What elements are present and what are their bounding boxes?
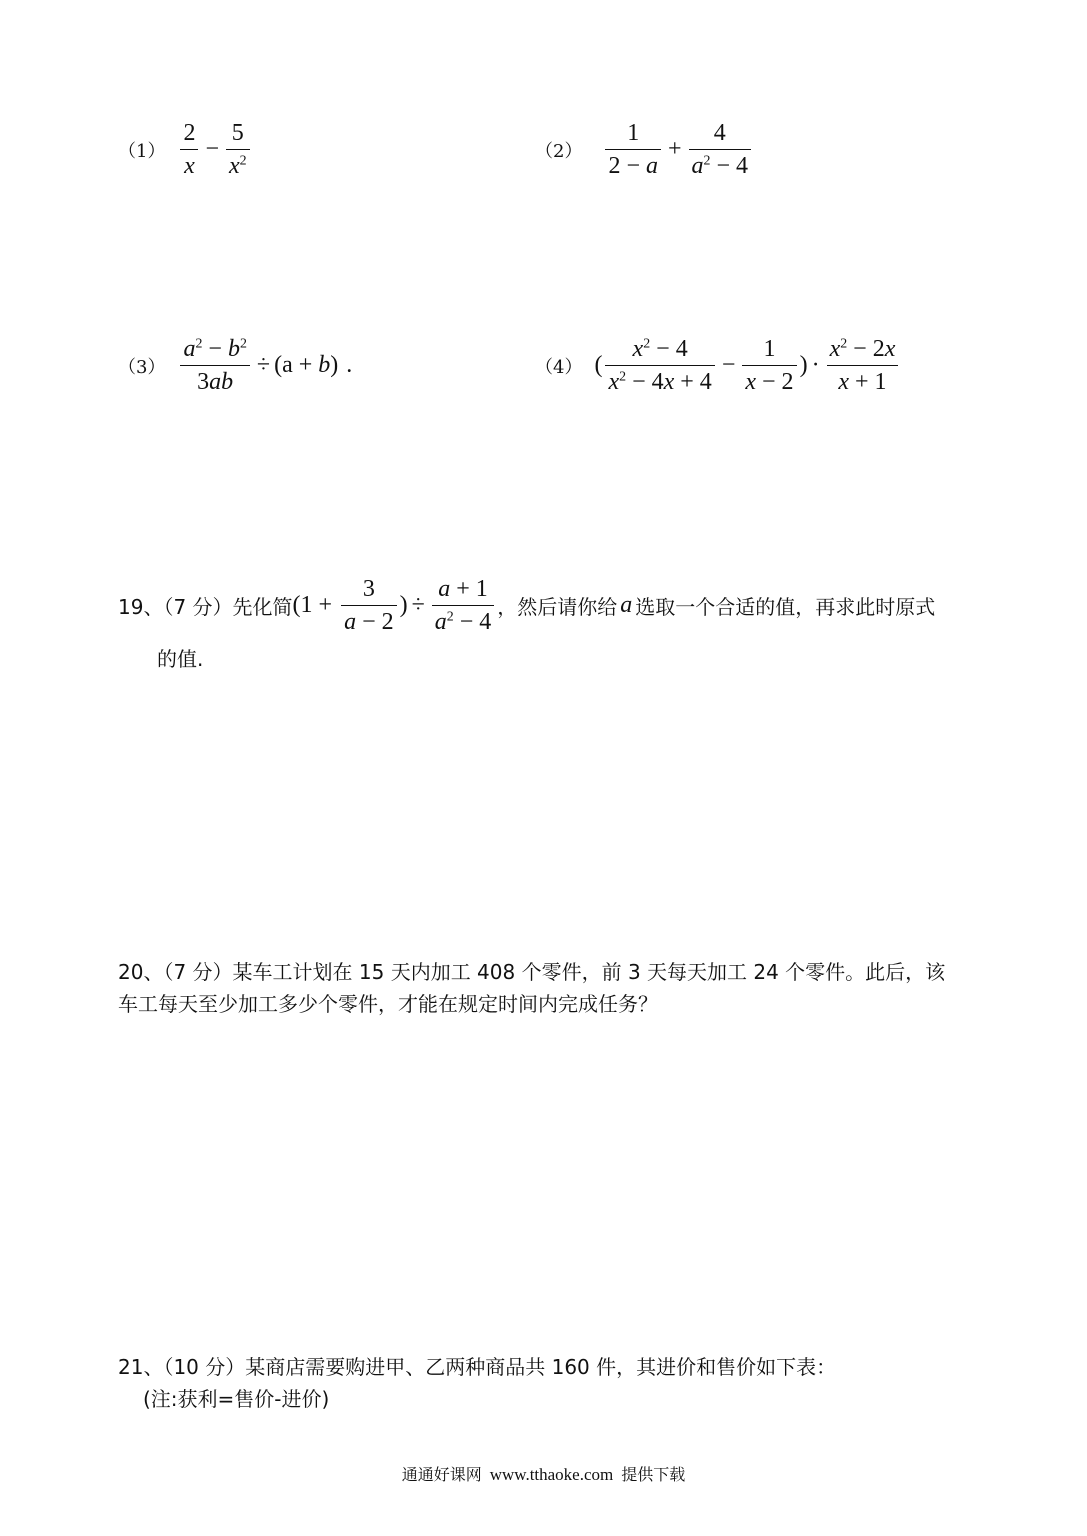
fraction — [742, 336, 796, 396]
fraction — [605, 120, 661, 180]
variable: a — [691, 153, 704, 180]
denominator — [689, 150, 752, 179]
dot-operator: · — [811, 352, 820, 379]
problem-18-4-expression — [594, 336, 901, 396]
exponent: 2 — [239, 336, 247, 352]
variable: x — [608, 369, 620, 396]
footer-site-name: 通通好课网 — [401, 1465, 482, 1484]
term: − — [202, 336, 228, 362]
question-19-lead: 19、（7 分）先化简 — [118, 595, 293, 620]
denominator — [226, 150, 250, 179]
footer — [0, 1462, 1087, 1485]
variable: a — [438, 576, 451, 602]
exponent: 2 — [643, 336, 651, 352]
term: + 1 — [849, 369, 887, 396]
term: − 4 — [650, 336, 688, 362]
question-19-expression — [293, 576, 498, 636]
fraction — [180, 120, 198, 180]
variable: a — [646, 153, 658, 180]
question-19-mid: ，然后请你给 — [497, 595, 618, 620]
fraction — [341, 576, 397, 636]
variable: x — [838, 369, 850, 396]
question-19-trail: 选取一个合适的值，再求此时原式 — [635, 595, 936, 620]
problem-18-3 — [118, 336, 352, 396]
problem-18-3-label: （3） — [118, 356, 166, 378]
denominator — [835, 366, 889, 395]
numerator — [180, 336, 249, 366]
open-paren: ( — [594, 352, 603, 379]
term: − 4 — [453, 609, 492, 636]
exponent: 2 — [619, 370, 627, 386]
term: 2 − — [608, 153, 646, 180]
numerator: 4 — [689, 120, 752, 150]
fraction — [180, 336, 249, 396]
footer-url: www.tthaoke.com — [489, 1465, 614, 1484]
term: 3 — [197, 369, 210, 396]
term: + 1 — [450, 576, 488, 602]
term: − 2 — [847, 336, 885, 362]
numerator: 1 — [742, 336, 796, 366]
problem-18-2-label: （2） — [535, 140, 583, 162]
exponent: 2 — [239, 154, 247, 170]
problem-18-2 — [535, 120, 754, 180]
question-20 — [118, 956, 988, 1020]
minus-operator: − — [205, 136, 219, 163]
problem-18-4 — [535, 336, 901, 396]
exponent: 2 — [446, 610, 454, 626]
problem-18-1-expression — [177, 120, 252, 180]
variable: x — [829, 336, 841, 362]
variable: x — [632, 336, 644, 362]
fraction — [827, 336, 899, 396]
close-paren: ) — [799, 352, 808, 379]
variable: ab — [209, 369, 234, 396]
problem-18-1-label: （1） — [118, 140, 166, 162]
numerator: 1 — [605, 120, 661, 150]
question-21-line-1: 21、（10 分）某商店需要购进甲、乙两种商品共 160 件，其进价和售价如下表： — [118, 1355, 837, 1379]
denominator: x — [184, 153, 195, 180]
close-paren: ) — [330, 352, 339, 379]
variable: x — [884, 336, 896, 362]
term: − 2 — [356, 609, 394, 636]
question-21-note: (注:获利=售价-进价) — [143, 1387, 330, 1411]
fraction — [605, 336, 714, 396]
numerator — [605, 336, 714, 366]
problem-18-1 — [118, 120, 253, 180]
denominator — [341, 606, 397, 635]
variable: x — [663, 369, 675, 396]
question-20-line-2: 车工每天至少加工多少个零件，才能在规定时间内完成任务？ — [118, 992, 658, 1016]
question-19-line-2: 的值. — [157, 647, 204, 671]
variable: a — [434, 609, 447, 636]
exponent: 2 — [840, 336, 848, 352]
numerator — [827, 336, 899, 366]
variable: x — [745, 369, 757, 396]
problem-18-4-label: （4） — [535, 356, 583, 378]
denominator — [605, 150, 661, 179]
footer-suffix: 提供下载 — [621, 1465, 686, 1484]
term: + 4 — [674, 369, 712, 396]
open-term: (1 + — [292, 592, 339, 619]
denominator — [605, 366, 714, 395]
variable: b — [227, 336, 240, 362]
fraction — [689, 120, 752, 180]
variable: x — [229, 153, 240, 180]
problem-18-3-expression — [177, 336, 352, 396]
divide-operator: ÷ — [411, 592, 425, 619]
fraction — [432, 576, 495, 636]
term: − 4 — [710, 153, 749, 180]
close-paren: ) — [399, 592, 408, 619]
variable: a — [344, 609, 357, 636]
exponent: 2 — [195, 336, 203, 352]
numerator: 5 — [226, 120, 250, 150]
numerator: 3 — [341, 576, 397, 606]
term: − 4 — [626, 369, 664, 396]
denominator — [742, 366, 796, 395]
minus-operator: − — [721, 352, 736, 379]
period: . — [346, 352, 353, 379]
problem-18-2-expression — [602, 120, 754, 180]
numerator: 2 — [180, 120, 198, 150]
term: (a + — [274, 352, 319, 379]
denominator — [432, 606, 495, 635]
question-21 — [118, 1351, 988, 1415]
exponent: 2 — [703, 154, 711, 170]
divide-operator: ÷ — [256, 352, 271, 379]
variable: a — [183, 336, 196, 362]
plus-operator: + — [668, 136, 682, 163]
denominator — [194, 366, 236, 395]
variable: b — [318, 352, 331, 379]
numerator — [432, 576, 495, 606]
term: − 2 — [756, 369, 794, 396]
fraction — [226, 120, 250, 180]
variable: a — [620, 592, 633, 619]
question-19 — [118, 576, 988, 636]
question-20-line-1: 20、（7 分）某车工计划在 15 天内加工 408 个零件，前 3 天每天加工 24 个零件。此后，该 — [118, 960, 946, 984]
